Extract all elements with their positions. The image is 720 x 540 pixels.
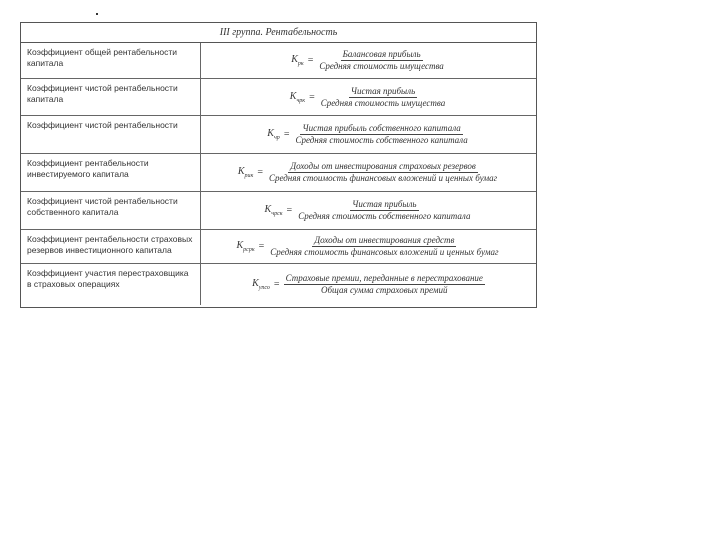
fraction-numerator: Доходы от инвестирования средств bbox=[314, 235, 455, 245]
fraction bbox=[319, 86, 447, 109]
formula-symbol: $K_{рк}$ bbox=[291, 54, 304, 67]
ratio-name: Коэффициент рентабельности инвестируемого капитала bbox=[21, 154, 201, 191]
fraction-numerator: Чистая прибыль bbox=[350, 85, 416, 96]
formula-symbol: $K_{рсрк}$ bbox=[236, 240, 255, 253]
fraction-denominator: Средняя стоимость имущества bbox=[319, 61, 444, 71]
group-title: III группа. Рентабельность bbox=[219, 27, 338, 38]
formula-symbol: $K_{чрск}$ bbox=[264, 204, 283, 217]
ratio-formula bbox=[201, 192, 536, 229]
fraction-numerator: Балансовая прибыль bbox=[342, 49, 421, 59]
ratio-name: Коэффициент рентабельности страховых резервов инвестиционного капитала bbox=[21, 230, 201, 263]
scan-speck bbox=[96, 13, 98, 15]
fraction-denominator: Средняя стоимость собственного капитала bbox=[295, 135, 468, 145]
fraction bbox=[268, 235, 500, 258]
table-row bbox=[21, 79, 536, 116]
fraction bbox=[293, 123, 469, 146]
ratio-table bbox=[20, 22, 537, 308]
formula-symbol: $K_{рик}$ bbox=[237, 166, 254, 179]
fraction bbox=[267, 161, 499, 184]
table-row bbox=[21, 116, 536, 154]
table-row bbox=[21, 43, 536, 79]
formula-symbol: $K_{упсо}$ bbox=[252, 278, 270, 291]
fraction-denominator: Средняя стоимость собственного капитала bbox=[298, 211, 471, 221]
equals-sign: = bbox=[286, 205, 293, 216]
ratio-name: Коэффициент участия перестраховщика в страховых операциях bbox=[21, 264, 201, 305]
equals-sign: = bbox=[309, 91, 315, 103]
group-header bbox=[21, 23, 536, 43]
formula-symbol: $K_{чрк}$ bbox=[289, 90, 306, 104]
fraction-denominator: Общая сумма страховых премий bbox=[321, 285, 448, 295]
ratio-formula bbox=[201, 79, 536, 115]
equals-sign: = bbox=[273, 279, 280, 290]
fraction bbox=[296, 199, 472, 222]
fraction-numerator: Чистая прибыль собственного капитала bbox=[302, 123, 461, 133]
fraction bbox=[284, 273, 485, 296]
table-row bbox=[21, 192, 536, 230]
ratio-name: Коэффициент общей рентабельности капитала bbox=[21, 43, 201, 78]
ratio-formula bbox=[201, 264, 536, 305]
table-row bbox=[21, 264, 536, 305]
ratio-formula bbox=[201, 116, 536, 153]
equals-sign: = bbox=[257, 167, 263, 178]
ratio-formula bbox=[201, 43, 536, 78]
fraction-numerator: Страховые премии, переданные в перестрахование bbox=[285, 273, 483, 283]
fraction-denominator: Средняя стоимость имущества bbox=[320, 97, 446, 108]
ratio-name: Коэффициент чистой рентабельности капитала bbox=[21, 79, 201, 115]
fraction-denominator: Средняя стоимость финансовых вложений и ценных бумаг bbox=[268, 173, 498, 183]
fraction-numerator: Доходы от инвестирования страховых резервов bbox=[290, 161, 476, 171]
equals-sign: = bbox=[307, 55, 314, 66]
fraction bbox=[317, 49, 445, 72]
equals-sign: = bbox=[258, 241, 265, 252]
fraction-denominator: Средняя стоимость финансовых вложений и ценных бумаг bbox=[270, 247, 499, 257]
formula-symbol: $K_{чр}$ bbox=[267, 128, 280, 141]
fraction-numerator: Чистая прибыль bbox=[352, 199, 417, 209]
ratio-formula bbox=[201, 154, 536, 191]
table-row bbox=[21, 230, 536, 264]
ratio-name: Коэффициент чистой рентабельности собственного капитала bbox=[21, 192, 201, 229]
ratio-formula bbox=[201, 230, 536, 263]
equals-sign: = bbox=[283, 129, 290, 140]
ratio-name: Коэффициент чистой рентабельности bbox=[21, 116, 201, 153]
table-row bbox=[21, 154, 536, 192]
